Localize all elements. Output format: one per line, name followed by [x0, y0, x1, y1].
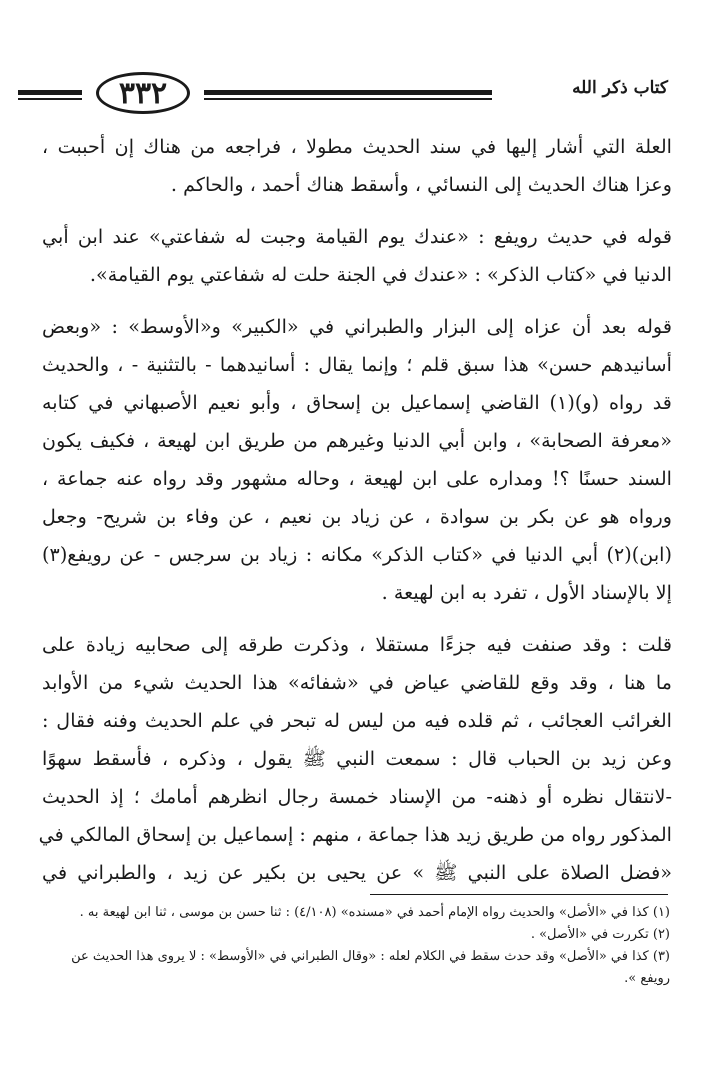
footnotes	[30, 902, 670, 990]
footnote-3: (٣) كذا في «الأصل» وقد حدث سقط في الكلام لعله : «وقال الطبراني في «الأوسط» : لا يروى هذا الحديث عن	[71, 949, 670, 964]
text-line: أسانيدهم حسن» هذا سبق قلم ؛ وإنما يقال : أسانيدهما - بالتثنية - ، والحديث	[42, 353, 672, 376]
header-rule-right-thin	[204, 98, 492, 100]
header-rule-right	[204, 90, 492, 95]
book-title: كتاب ذكر الله	[572, 78, 668, 98]
text-line: قلت : وقد صنفت فيه جزءًا مستقلا ، وذكرت طرقه إلى صحابيه زيادة على	[42, 633, 672, 656]
text-line: وعن زيد بن الحباب قال : سمعت النبي ﷺ يقول ، وذكره ، فأسقط سهوًا	[42, 747, 672, 770]
text-line: «فضل الصلاة على النبي ﷺ » عن يحيى بن بكير عن زيد ، والطبراني في	[42, 861, 672, 884]
footnote-3-cont: رويفع ».	[624, 971, 670, 986]
text-line: «معرفة الصحابة» ، وابن أبي الدنيا وغيرهم من طريق ابن لهيعة ، فكيف يكون	[42, 429, 672, 452]
text-line: ما هنا ، وقد وقع للقاضي عياض في «شفائه» هذا الحديث شيء من الأوابد	[42, 671, 672, 694]
text-line: الدنيا في «كتاب الذكر» : «عندك في الجنة حلت له شفاعتي يوم القيامة».	[89, 263, 672, 286]
text-line: إلا بالإسناد الأول ، تفرد به ابن لهيعة .	[381, 581, 672, 604]
text-line: الغرائب العجائب ، ثم قلده فيه من ليس له تبحر في علم الحديث وفنه فقال :	[42, 709, 672, 732]
text-line: (ابن)(٢) أبي الدنيا في «كتاب الذكر» مكانه : زياد بن سرجس - عن رويفع(٣)	[42, 543, 672, 566]
text-line: وعزا هناك الحديث إلى النسائي ، وأسقط هناك أحمد ، والحاكم .	[170, 173, 672, 196]
text-line: المذكور رواه من طريق زيد هذا جماعة ، منهم : إسماعيل بن إسحاق المالكي في	[38, 823, 672, 846]
text-line: السند حسنًا ؟! ومداره على ابن لهيعة ، وحاله مشهور وقد رواه عنه جماعة ،	[42, 467, 672, 490]
footnote-1: (١) كذا في «الأصل» والحديث رواه الإمام أحمد في «مسنده» (٤/١٠٨) : ثنا حسن بن موسى ، ثنا ابن لهيعة به .	[79, 905, 670, 920]
footnote-2: (٢) تكررت في «الأصل» .	[530, 927, 670, 942]
page-header	[18, 70, 668, 122]
text-line: العلة التي أشار إليها في سند الحديث مطولا ، فراجعه من هناك إن أحببت ،	[42, 135, 672, 158]
header-rule-left	[18, 90, 82, 95]
main-text	[38, 128, 672, 892]
footnote-separator	[370, 894, 668, 895]
header-rule-left-thin	[18, 98, 82, 100]
text-line: -لانتقال نظره أو ذهنه- من الإسناد خمسة رجال انظرهم أمامك ؛ إذ الحديث	[42, 785, 672, 808]
text-line: قوله بعد أن عزاه إلى البزار والطبراني في «الكبير» و«الأوسط» : «وبعض	[42, 315, 672, 338]
text-line: ورواه هو عن بكر بن سوادة ، عن زياد بن نعيم ، عن وفاء بن شريح- وجعل	[42, 505, 672, 528]
page-number: ٣٣٢	[96, 72, 190, 114]
text-line: قوله في حديث رويفع : «عندك يوم القيامة وجبت له شفاعتي» عند ابن أبي	[42, 225, 672, 248]
text-line: قد رواه (و)(١) القاضي إسماعيل بن إسحاق ، وأبو نعيم الأصبهاني في كتابه	[42, 391, 672, 414]
